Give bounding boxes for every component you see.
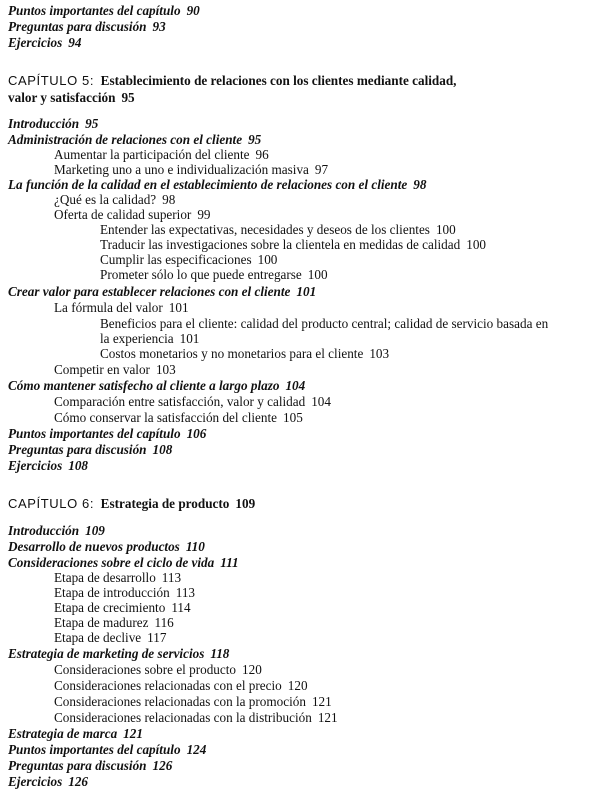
chapter-5-label: CAPÍTULO 5: [8,73,95,88]
chapter-6-heading [8,495,255,512]
entry-page: 117 [147,630,167,645]
entry-page: 106 [186,426,207,441]
chapter-6-title: Estrategia de producto [100,496,230,511]
entry-page: 100 [257,252,278,267]
chapter-6-page: 109 [235,496,256,511]
entry-page: 110 [185,539,205,554]
toc-entry [54,662,262,678]
toc-entry [54,710,338,726]
entry-page: 109 [85,523,105,538]
entry-page: 98 [162,192,176,207]
entry-text: Puntos importantes del capítulo [8,742,181,757]
toc-entry [8,774,88,790]
toc-entry [54,694,332,710]
entry-text: Preguntas para discusión [8,442,147,457]
chapter-6-label: CAPÍTULO 6: [8,496,95,511]
entry-page: 100 [466,237,486,252]
entry-text: Etapa de desarrollo [54,570,156,585]
toc-entry [54,394,331,410]
entry-text: Cómo mantener satisfecho al cliente a largo plazo [8,378,280,393]
toc-entry [54,300,189,316]
toc-entry [8,726,143,742]
entry-text: Marketing uno a uno e individualización masiva [54,162,309,177]
toc-entry [100,331,199,347]
entry-text: Consideraciones sobre el producto [54,662,237,677]
entry-text: Aumentar la participación del cliente [54,147,250,162]
entry-page: 121 [317,710,338,725]
entry-page: 103 [155,362,176,377]
toc-entry [8,523,105,539]
entry-text: Preguntas para discusión [8,19,147,34]
toc-entry [8,3,200,19]
entry-page: 120 [242,662,262,677]
entry-text: Consideraciones relacionadas con el precio [54,678,282,693]
entry-page: 121 [311,694,332,709]
toc-entry [54,678,308,694]
toc-entry [54,207,211,223]
chapter-5-title-line1: Establecimiento de relaciones con los clientes mediante calidad, [100,73,457,88]
entry-text: Consideraciones relacionadas con la promoción [54,694,306,709]
entry-text: La función de la calidad en el establecimiento de relaciones con el cliente [8,177,408,192]
toc-entry [100,237,486,253]
toc-entry [8,458,88,474]
entry-page: 96 [255,147,269,162]
toc-entry [100,346,389,362]
toc-entry [8,742,206,758]
chapter-5-heading-line1 [8,72,456,89]
toc-entry [54,147,269,163]
entry-text: Competir en valor [54,362,150,377]
entry-text: Desarrollo de nuevos productos [8,539,180,554]
entry-page: 104 [311,394,331,409]
entry-text: Comparación entre satisfacción, valor y calidad [54,394,306,409]
entry-text: Etapa de introducción [54,585,170,600]
entry-page: 101 [168,300,189,315]
toc-entry [8,284,316,300]
entry-text: Cumplir las especificaciones [100,252,252,267]
entry-text: Traducir las investigaciones sobre la clientela en medidas de calidad [100,237,461,252]
entry-page: 113 [161,570,182,585]
toc-entry [54,192,175,208]
entry-text: Consideraciones sobre el ciclo de vida [8,555,215,570]
toc-entry [54,630,166,646]
entry-page: 114 [171,600,191,615]
toc-entry [8,116,98,132]
entry-page: 95 [85,116,99,131]
entry-page: 103 [369,346,390,361]
toc-entry [100,252,277,268]
toc-entry [8,555,239,571]
chapter-5-heading-line2 [8,89,135,106]
entry-page: 116 [154,615,174,630]
toc-entry [54,570,181,586]
entry-page: 100 [307,267,328,282]
entry-page: 90 [186,3,200,18]
entry-page: 93 [152,19,166,34]
entry-text: Ejercicios [8,458,63,473]
toc-entry [100,316,548,332]
entry-page: 126 [152,758,173,773]
entry-page: 118 [210,646,230,661]
entry-text: Costos monetarios y no monetarios para el cliente [100,346,364,361]
entry-text: Ejercicios [8,774,63,789]
entry-page: 105 [283,410,303,425]
entry-text: Ejercicios [8,35,63,50]
entry-text: Etapa de declive [54,630,142,645]
toc-entry [100,222,456,238]
entry-page: 126 [68,774,88,789]
toc-entry [54,585,195,601]
entry-text: Consideraciones relacionadas con la distribución [54,710,312,725]
entry-text: Puntos importantes del capítulo [8,3,181,18]
entry-page: 98 [413,177,427,192]
toc-entry [54,615,174,631]
entry-text: Cómo conservar la satisfacción del cliente [54,410,278,425]
toc-entry [54,362,176,378]
entry-text: Etapa de madurez [54,615,149,630]
toc-entry [8,539,205,555]
entry-page: 124 [186,742,207,757]
toc-entry [8,177,426,193]
entry-page: 99 [197,207,211,222]
toc-entry [54,162,328,178]
chapter-5-page: 95 [121,90,135,105]
toc-entry [8,378,305,394]
toc-entry [8,35,81,51]
toc-entry [54,410,303,426]
toc-entry [8,132,261,148]
entry-page: 108 [68,458,88,473]
toc-entry [8,758,172,774]
toc-entry [8,646,229,662]
entry-page: 120 [287,678,308,693]
entry-page: 97 [314,162,329,177]
toc-entry [8,426,206,442]
entry-page: 95 [248,132,262,147]
toc-entry [8,19,166,35]
toc-entry [8,442,172,458]
entry-text: La fórmula del valor [54,300,163,315]
entry-page: 113 [175,585,196,600]
entry-text: Puntos importantes del capítulo [8,426,181,441]
entry-page: 108 [152,442,173,457]
entry-page: 101 [296,284,317,299]
entry-text: Etapa de crecimiento [54,600,166,615]
entry-text: Estrategia de marca [8,726,118,741]
entry-text: Introducción [8,116,80,131]
toc-entry [100,267,328,283]
toc-entry [54,600,191,616]
chapter-5-title-line2: valor y satisfacción [8,90,116,105]
entry-text: Estrategia de marketing de servicios [8,646,205,661]
entry-page: 94 [68,35,82,50]
entry-text: Oferta de calidad superior [54,207,192,222]
entry-page: 121 [123,726,143,741]
entry-text: Administración de relaciones con el cliente [8,132,243,147]
entry-text: Crear valor para establecer relaciones con el cliente [8,284,291,299]
entry-text: Introducción [8,523,80,538]
entry-text: Beneficios para el cliente: calidad del producto central; calidad de servicio basada en [100,316,549,331]
entry-page: 100 [435,222,456,237]
entry-page: 111 [220,555,239,570]
entry-text: Prometer sólo lo que puede entregarse [100,267,302,282]
entry-page: 101 [179,331,200,346]
entry-text: la experiencia [100,331,174,346]
entry-text: ¿Qué es la calidad? [54,192,157,207]
entry-text: Entender las expectativas, necesidades y deseos de los clientes [100,222,430,237]
entry-text: Preguntas para discusión [8,758,147,773]
entry-page: 104 [285,378,306,393]
